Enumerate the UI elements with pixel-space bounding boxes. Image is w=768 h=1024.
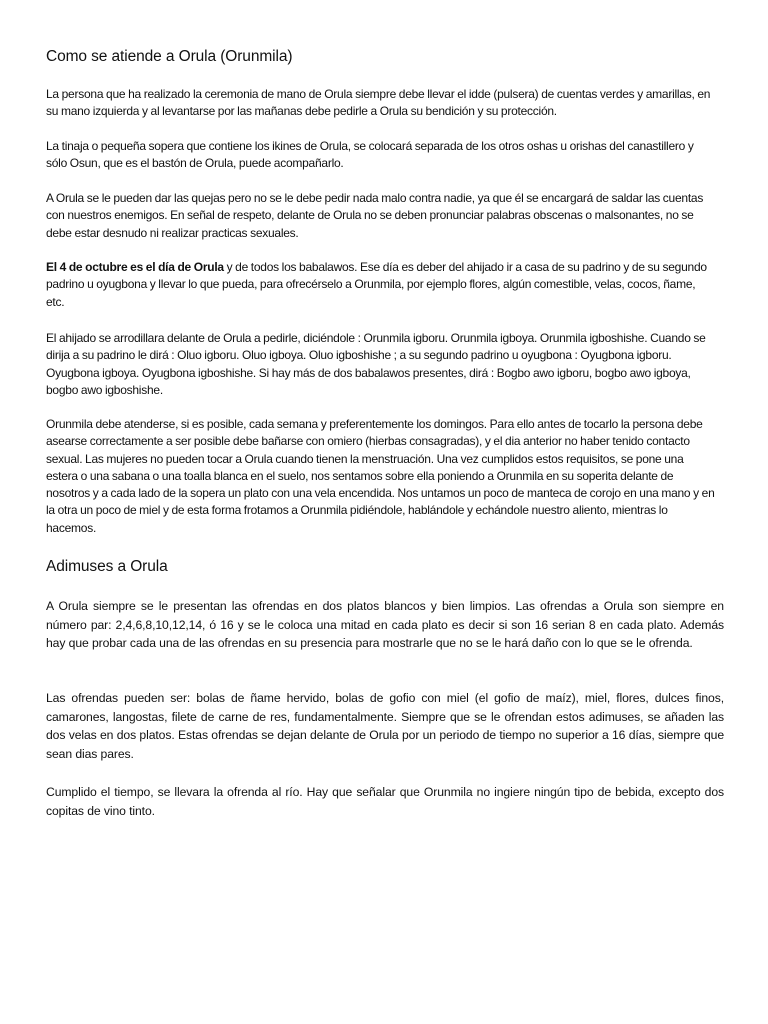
paragraph-tinaja: La tinaja o pequeña sopera que contiene los ikines de Orula, se colocará separada de los otros oshas u orishas del canastillero y sólo Osun, que es el bastón de Orula, puede acompañarlo.	[46, 139, 694, 171]
paragraph-quejas: A Orula se le pueden dar las quejas pero no se le debe pedir nada malo contra nadie, ya que él se encargará de saldar las cuentas con nuestros enemigos. En señal de respeto, delante de Orula no se deben pronunciar palabras obscenas o malsonantes, no se debe estar desnudo ni realizar practicas sexuales.	[46, 191, 704, 240]
paragraph-atenderse: Orunmila debe atenderse, si es posible, cada semana y preferentemente los domingos. Para ello antes de tocarlo la persona debe asearse correctamente a ser posible debe bañarse con omiero (hierbas consagradas), y el dia anterior no haber tenido contacto sexual. Las mujeres no pueden tocar a Orula cuando tienen la menstruación. Una vez cumplidos estos requisitos, se pone una estera o una sabana o una toalla blanca en el suelo, nos sentamos sobre ella poniendo a Orunmila en su soperita delante de nosotros y a cada lado de la sopera un plato con una vela encendida. Nos untamos un poco de manteca de corojo en una mano y en la otra un poco de miel y de esta forma frotamos a Orunmila pidiéndole, hablándole y echándole nuestro aliento, mientras lo hacemos.	[46, 417, 715, 535]
section-title: Como se atiende a Orula (Orunmila)	[46, 48, 293, 65]
section-title: Adimuses a Orula	[46, 558, 168, 575]
paragraph-text: y de todos los babalawos. Ese día es deber del ahijado ir a casa de su padrino y de su segundo padrino u oyugbona y llevar lo que pueda, para ofrecérselo a Orunmila, por ejemplo flores, algún comestible, velas, cocos, ñame, etc.	[46, 260, 707, 309]
paragraph-ofrendas-tipos: Las ofrendas pueden ser: bolas de ñame hervido, bolas de gofio con miel (el gofio de maíz), miel, flores, dulces finos, camarones, langostas, filete de carne de res, fundamentalmente. Siempre que se le ofrendan estos adimuses, se añaden las dos velas en dos platos. Estas ofrendas se dejan delante de Orula por un periodo de tiempo no superior a 16 días, siempre que sean dias pares.	[46, 691, 724, 761]
paragraph-idde: La persona que ha realizado la ceremonia de mano de Orula siempre debe llevar el idde (pulsera) de cuentas verdes y amarillas, en su mano izquierda y al levantarse por las mañanas debe pedirle a Orula su bendición y su protección.	[46, 87, 711, 119]
bold-date-text: El 4 de octubre es el día de Orula	[46, 260, 224, 274]
paragraph-4-octubre	[46, 259, 716, 311]
paragraph-cumplido: Cumplido el tiempo, se llevara la ofrenda al río. Hay que señalar que Orunmila no ingiere ningún tipo de bebida, excepto dos copitas de vino tinto.	[46, 785, 724, 818]
paragraph-arrodillara: El ahijado se arrodillara delante de Orula a pedirle, diciéndole : Orunmila igboru. Orunmila igboya. Orunmila igboshishe. Cuando se dirija a su padrino le dirá : Oluo igboru. Oluo igboya. Oluo igboshishe ; a su segundo padrino u oyugbona : Oyugbona igboru. Oyugbona igboya. Oyugbona igboshishe. Si hay más de dos babalawos presentes, dirá : Bogbo awo igboru, bogbo awo igboya, bogbo awo igboshishe.	[46, 331, 706, 397]
paragraph-ofrendas-platos: A Orula siempre se le presentan las ofrendas en dos platos blancos y bien limpios. Las ofrendas a Orula son siempre en número par: 2,4,6,8,10,12,14, ó 16 y se le coloca una mitad en cada plato es decir si son 16 serian 8 en cada plato. Además hay que probar cada una de las ofrendas en su presencia para mostrarle que no se le hará daño con lo que se le ofrenda.	[46, 599, 724, 650]
